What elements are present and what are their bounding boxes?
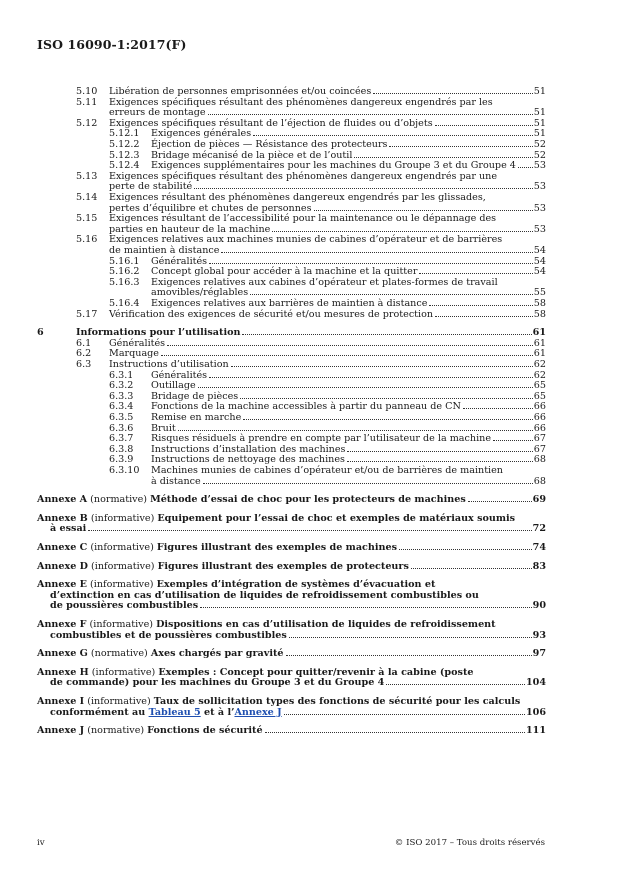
annex-label: Annexe H bbox=[37, 666, 89, 678]
dot-leader bbox=[194, 188, 533, 189]
toc-entry-line bbox=[151, 371, 546, 382]
toc-entry-text: Exigences spécifiques résultant des phénomènes dangereux engendrés par une bbox=[109, 170, 498, 182]
toc-entry-number: 6.3.7 bbox=[109, 433, 134, 445]
toc-entry-number: 5.14 bbox=[76, 192, 98, 203]
dot-leader bbox=[209, 377, 533, 378]
toc-entry-text: Marquage bbox=[109, 348, 159, 360]
toc-page-number: 55 bbox=[533, 287, 546, 299]
toc-entry-title bbox=[37, 495, 466, 506]
dot-leader bbox=[429, 305, 532, 306]
toc-page-number: 67 bbox=[533, 433, 546, 445]
toc-entry-line bbox=[50, 678, 546, 689]
toc-entry-line bbox=[37, 726, 546, 737]
dot-leader bbox=[178, 430, 533, 431]
dot-leader bbox=[419, 273, 532, 274]
annex-kind: (informative) bbox=[87, 512, 158, 524]
toc-entry-title: conformément au Tableau 5 et à l’Annexe J bbox=[50, 706, 282, 718]
toc-entry-number: 5.12.2 bbox=[109, 139, 140, 150]
toc-page-number: 106 bbox=[525, 706, 546, 718]
toc-entry-line bbox=[109, 310, 546, 321]
dot-leader bbox=[435, 125, 533, 126]
toc-entry-number: 5.11 bbox=[76, 96, 98, 108]
toc-entry-text: Exigences spécifiques résultant des phénomènes dangereux engendrés par les bbox=[109, 96, 493, 108]
toc-entry-number: 5.13 bbox=[76, 170, 98, 182]
dot-leader bbox=[463, 408, 533, 409]
toc-entry-line bbox=[109, 339, 546, 350]
dot-leader bbox=[250, 294, 533, 295]
annex-kind: (informative) bbox=[87, 560, 158, 572]
toc-entry-text: Outillage bbox=[151, 380, 196, 392]
dot-leader bbox=[203, 483, 533, 484]
toc-page-number: 53 bbox=[533, 223, 546, 235]
dot-leader bbox=[468, 501, 532, 502]
dot-leader bbox=[435, 316, 533, 317]
toc-entry-number: 5.16.1 bbox=[109, 255, 140, 267]
annex-kind: (informative) bbox=[87, 542, 157, 553]
toc-entry-text: Axes chargés par gravité bbox=[150, 648, 284, 660]
toc-entry-text: Concept global pour accéder à la machine et la quitter bbox=[151, 266, 418, 278]
toc-entry-number: 5.16.4 bbox=[109, 298, 140, 309]
toc-entry-number: 5.10 bbox=[76, 86, 98, 97]
footer-page-number: iv bbox=[37, 838, 45, 848]
toc-page-number: 52 bbox=[533, 139, 546, 150]
dot-leader bbox=[88, 530, 531, 531]
toc-entry-text: Figures illustrant des exemples de protecteurs bbox=[157, 560, 409, 572]
dot-leader bbox=[231, 366, 533, 367]
toc-page-number: 104 bbox=[525, 677, 546, 689]
dot-leader bbox=[399, 549, 532, 550]
toc-page-number: 61 bbox=[532, 327, 546, 339]
toc-page-number: 52 bbox=[533, 149, 546, 161]
toc-page-number: 58 bbox=[533, 298, 546, 309]
toc-entry-number: 6.3.2 bbox=[109, 380, 134, 392]
toc-entry-text: pertes d’équilibre et chutes de personnes bbox=[109, 202, 312, 214]
annex-kind: (informative) bbox=[86, 579, 157, 591]
annex-label: Annexe G bbox=[37, 648, 88, 660]
toc-entry-number: 5.16.3 bbox=[109, 276, 140, 288]
toc-entry-title bbox=[37, 649, 284, 660]
annex-kind: (normative) bbox=[87, 648, 151, 660]
toc-entry-line bbox=[50, 601, 546, 612]
dot-leader bbox=[411, 568, 532, 569]
toc-page-number: 66 bbox=[533, 412, 546, 423]
toc-page-number: 69 bbox=[532, 494, 546, 506]
dot-leader bbox=[347, 451, 532, 452]
toc-page-number: 74 bbox=[532, 542, 546, 553]
toc-page-number: 51 bbox=[533, 117, 546, 129]
dot-leader bbox=[389, 146, 532, 147]
toc-entry-text: Machines munies de cabines d’opérateur et/ou de barrières de maintien bbox=[151, 465, 503, 476]
toc-entry-number: 6.3 bbox=[76, 359, 92, 370]
toc-entry-text: Généralités bbox=[109, 337, 166, 349]
toc-entry-text: à distance bbox=[151, 475, 201, 487]
toc-entry-text: Figures illustrant des exemples de machines bbox=[156, 542, 397, 553]
toc-entry-title bbox=[37, 543, 397, 554]
annex-kind: (informative) bbox=[88, 666, 159, 678]
toc-entry-number: 6.3.1 bbox=[109, 369, 134, 381]
dot-leader bbox=[284, 714, 525, 715]
toc-page-number: 51 bbox=[533, 128, 546, 140]
toc-entry-text: Méthode d’essai de choc pour les protecteurs de machines bbox=[150, 494, 466, 506]
toc-page-number: 72 bbox=[532, 523, 546, 535]
toc-entry-line bbox=[50, 631, 546, 642]
toc-entry-number: 6.3.3 bbox=[109, 390, 134, 402]
toc-page-number: 93 bbox=[532, 629, 546, 641]
toc-page-number: 66 bbox=[533, 401, 546, 413]
toc-page-number: 90 bbox=[532, 600, 546, 612]
dot-leader bbox=[518, 167, 533, 168]
dot-leader bbox=[347, 461, 533, 462]
toc-entry-text: Exigences générales bbox=[151, 128, 252, 140]
toc-entry-text: de commande) pour les machines du Groupe 3 et du Groupe 4 bbox=[50, 677, 385, 689]
annex-label: Annexe I bbox=[37, 696, 85, 707]
toc-entry-number: 6.3.8 bbox=[109, 443, 134, 455]
toc-entry-text: Fonctions de la machine accessibles à partir du panneau de CN bbox=[151, 401, 461, 413]
toc-entry-title bbox=[50, 601, 198, 612]
toc-entry-title bbox=[50, 631, 287, 642]
toc-page-number: 53 bbox=[533, 160, 546, 172]
dot-leader bbox=[493, 440, 533, 441]
toc-entry-text: Risques résiduels à prendre en compte par l’utilisateur de la machine bbox=[151, 433, 492, 445]
toc-entry-number: 5.17 bbox=[76, 308, 98, 320]
toc-entry-text: Remise en marche bbox=[151, 412, 242, 423]
toc-entry-text: amovibles/réglables bbox=[151, 287, 249, 299]
toc-entry-text: Exigences relatives aux cabines d’opérateur et plates-formes de travail bbox=[151, 276, 498, 288]
toc-entry-title bbox=[37, 562, 409, 573]
dot-leader bbox=[208, 114, 533, 115]
toc-page-number: 66 bbox=[533, 422, 546, 434]
dot-leader bbox=[354, 157, 532, 158]
cross-reference-link[interactable]: Annexe J bbox=[234, 706, 282, 718]
toc-entry-number: 6.3.4 bbox=[109, 401, 134, 413]
toc-entry-text: Exemples d’intégration de systèmes d’évacuation et bbox=[156, 579, 436, 591]
dot-leader bbox=[286, 655, 532, 656]
annex-label: Annexe D bbox=[37, 560, 88, 572]
annex-kind: (normative) bbox=[87, 494, 151, 506]
toc-entry-text: erreurs de montage bbox=[109, 107, 206, 119]
toc-entry-text: Exigences résultant des phénomènes dangereux engendrés par les glissades, bbox=[109, 192, 486, 203]
toc-entry-text: Taux de sollicitation types des fonctions de sécurité pour les calculs bbox=[153, 696, 521, 707]
toc-entry-number: 6.3.9 bbox=[109, 454, 134, 466]
toc-page-number: 97 bbox=[532, 648, 546, 660]
toc-entry-text: Exigences relatives aux barrières de maintien à distance bbox=[151, 298, 428, 309]
toc-entry-text: Exigences supplémentaires pour les machines du Groupe 3 et du Groupe 4 bbox=[151, 160, 516, 172]
toc-entry-title bbox=[37, 514, 515, 525]
toc-entry-text: Généralités bbox=[151, 255, 208, 267]
toc-entry-line bbox=[37, 562, 546, 573]
dot-leader bbox=[240, 398, 533, 399]
toc-page-number: 62 bbox=[533, 359, 546, 370]
dot-leader bbox=[200, 607, 532, 608]
toc-page-number: 68 bbox=[533, 454, 546, 466]
toc-entry-text: Exigences spécifiques résultant de l’éjection de fluides ou d’objets bbox=[109, 117, 433, 129]
toc-entry-number: 6 bbox=[37, 327, 44, 339]
toc-entry-number: 6.3.10 bbox=[109, 465, 140, 476]
toc-entry-line bbox=[37, 543, 546, 554]
toc-page-number: 68 bbox=[533, 475, 546, 487]
toc-entry-text: Bridage mécanisé de la pièce et de l’outil bbox=[151, 149, 353, 161]
toc-entry-number: 5.12.4 bbox=[109, 160, 140, 172]
toc-page-number: 58 bbox=[533, 308, 546, 320]
toc-entry-number: 6.3.5 bbox=[109, 412, 134, 423]
toc-entry-text: perte de stabilité bbox=[109, 181, 193, 193]
dot-leader bbox=[314, 210, 533, 211]
toc-entry-number: 6.3.6 bbox=[109, 422, 134, 434]
toc-entry-number: 6.1 bbox=[76, 337, 92, 349]
dot-leader bbox=[198, 387, 533, 388]
dot-leader bbox=[167, 345, 533, 346]
toc-page-number: 62 bbox=[533, 369, 546, 381]
toc-page-number: 51 bbox=[533, 107, 546, 119]
dot-leader bbox=[209, 263, 533, 264]
toc-page-number: 51 bbox=[533, 86, 546, 97]
toc-page-number: 54 bbox=[533, 255, 546, 267]
toc-entry-text: Vérification des exigences de sécurité et/ou mesures de protection bbox=[109, 308, 434, 320]
toc-entry-text: combustibles et de poussières combustibles bbox=[50, 629, 287, 641]
toc-entry-title bbox=[37, 726, 263, 737]
toc-page-number: 54 bbox=[533, 266, 546, 278]
toc-entry-text: de poussières combustibles bbox=[50, 600, 199, 612]
toc-page-number: 65 bbox=[533, 390, 546, 402]
dot-leader bbox=[265, 732, 525, 733]
toc-entry-line bbox=[151, 413, 546, 424]
toc-entry-line bbox=[37, 495, 546, 506]
toc-page-number: 61 bbox=[533, 348, 546, 360]
toc-entry-number: 5.12.3 bbox=[109, 149, 140, 161]
dot-leader bbox=[242, 334, 531, 335]
annex-label: Annexe J bbox=[37, 725, 85, 737]
dot-leader bbox=[161, 355, 533, 356]
cross-reference-link[interactable]: Tableau 5 bbox=[148, 706, 201, 718]
toc-entry-text: parties en hauteur de la machine bbox=[109, 223, 271, 235]
dot-leader bbox=[253, 135, 533, 136]
toc-entry-number: 5.12 bbox=[76, 117, 98, 129]
toc-page-number: 111 bbox=[525, 725, 546, 737]
dot-leader bbox=[373, 93, 533, 94]
toc-entry-line bbox=[50, 708, 546, 719]
toc-entry-line bbox=[151, 477, 546, 488]
toc-page-number: 67 bbox=[533, 443, 546, 455]
toc-entry-text: d’extinction en cas d’utilisation de liquides de refroidissement combustibles ou bbox=[50, 589, 479, 601]
toc-entry-text: de maintien à distance bbox=[109, 244, 220, 256]
toc-entry-number: 5.16 bbox=[76, 234, 98, 246]
toc-entry-title bbox=[50, 678, 384, 689]
dot-leader bbox=[243, 419, 533, 420]
toc-page-number: 54 bbox=[533, 244, 546, 256]
toc-entry-text: Instructions d’utilisation bbox=[109, 359, 229, 370]
dot-leader bbox=[386, 684, 525, 685]
toc-entry-text: Informations pour l’utilisation bbox=[76, 327, 241, 339]
toc-page-number: 53 bbox=[533, 181, 546, 193]
annex-kind: (informative) bbox=[84, 696, 154, 707]
toc-entry-line bbox=[37, 514, 546, 525]
toc-entry-text: Généralités bbox=[151, 369, 208, 381]
annex-kind: (informative) bbox=[86, 619, 157, 630]
toc-entry-text: Libération de personnes emprisonnées et/ou coincées bbox=[109, 86, 372, 97]
toc-page-number: 83 bbox=[532, 560, 546, 572]
toc-entry-text: Éjection de pièces — Résistance des protecteurs bbox=[151, 139, 388, 150]
toc-entry-text: Exigences relatives aux machines munies de cabines d’opérateur et de barrières bbox=[109, 234, 503, 246]
toc-entry-text: à essai bbox=[50, 523, 87, 535]
annex-label: Annexe A bbox=[37, 494, 88, 506]
annex-label: Annexe F bbox=[37, 619, 87, 630]
dot-leader bbox=[221, 252, 532, 253]
toc-entry-line bbox=[151, 466, 546, 477]
toc-entry-text: Exigences résultant de l’accessibilité pour la maintenance ou le dépannage des bbox=[109, 213, 497, 225]
toc-entry-text: Equipement pour l’essai de choc et exemples de matériaux soumis bbox=[157, 512, 516, 524]
toc-entry-text: Dispositions en cas d’utilisation de liquides de refroidissement bbox=[156, 619, 496, 630]
toc-entry-number: 6.2 bbox=[76, 348, 92, 360]
toc-entry-number: 5.15 bbox=[76, 213, 98, 225]
toc-entry-text: Instructions de nettoyage des machines bbox=[151, 454, 345, 466]
toc-page-number: 65 bbox=[533, 380, 546, 392]
toc-entry-title bbox=[109, 310, 433, 321]
toc-page-number: 61 bbox=[533, 337, 546, 349]
toc-entry-title bbox=[50, 524, 86, 535]
document-id-header: ISO 16090-1:2017(F) bbox=[37, 37, 187, 52]
annex-label: Annexe E bbox=[37, 579, 87, 591]
annex-kind: (normative) bbox=[84, 725, 148, 737]
toc-page-number: 53 bbox=[533, 202, 546, 214]
toc-entry-number: 5.16.2 bbox=[109, 266, 140, 278]
toc-entry-line bbox=[37, 649, 546, 660]
toc-entry-text: Bruit bbox=[151, 422, 176, 434]
toc-entry-line bbox=[50, 524, 546, 535]
dot-leader bbox=[289, 637, 532, 638]
toc-entry-text: Fonctions de sécurité bbox=[147, 725, 263, 737]
annex-label: Annexe B bbox=[37, 512, 88, 524]
toc-entry-text: Bridage de pièces bbox=[151, 390, 239, 402]
toc-entry-text: Instructions d’installation des machines bbox=[151, 443, 346, 455]
toc-entry-title bbox=[151, 466, 503, 477]
toc-entry-text: Exemples : Concept pour quitter/revenir à la cabine (poste bbox=[158, 666, 474, 678]
annex-label: Annexe C bbox=[37, 542, 88, 553]
toc-entry-title bbox=[151, 477, 201, 488]
toc-entry-number: 5.12.1 bbox=[109, 128, 140, 140]
dot-leader bbox=[272, 231, 532, 232]
footer-copyright: © ISO 2017 – Tous droits réservés bbox=[394, 838, 545, 848]
